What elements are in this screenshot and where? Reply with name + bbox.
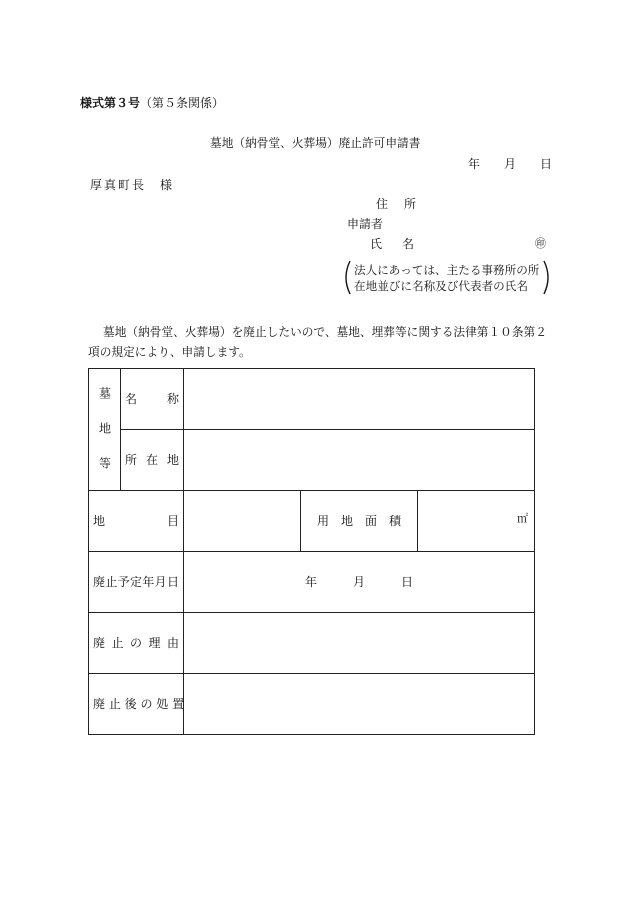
location-label-cell (120, 429, 184, 491)
addressee: 厚真町長 様 (90, 178, 175, 192)
form-header (80, 97, 224, 109)
location-label: 所 在 地 (125, 453, 179, 467)
location-value-cell (183, 429, 535, 491)
disposal-value-cell (183, 673, 535, 735)
corporate-note-line-2: 在地並びに名称及び代表者の氏名 (354, 279, 528, 293)
planned-date-label: 廃止予定年月日 (93, 575, 179, 589)
applicant-address-label: 住 所 (376, 197, 419, 211)
reason-value-cell (183, 612, 535, 674)
note-left-bracket (346, 261, 350, 294)
planned-date-label-cell (88, 551, 184, 613)
planned-date-value: 年 月 日 (304, 575, 413, 589)
seal-mark: ㊞ (535, 237, 546, 250)
body-text-line-1: 墓地（納骨堂、火葬場）を廃止したいので、墓地、埋葬等に関する法律第１０条第２ (103, 325, 547, 339)
land-category-value-cell (183, 490, 301, 552)
land-category-label: 地 目 (93, 514, 179, 528)
corporate-note-line-1: 法人にあっては、主たる事務所の所 (354, 263, 540, 277)
cemetery-group-label: 墓地等 (97, 387, 112, 492)
applicant-label: 申請者 (347, 217, 384, 231)
application-date: 年 月 日 (468, 157, 553, 171)
reason-label: 廃 止 の 理 由 (93, 636, 179, 650)
name-label: 名 称 (125, 392, 179, 406)
note-right-bracket (544, 261, 548, 294)
form-relation: （第５条関係） (140, 96, 225, 110)
cemetery-group-label-cell (88, 368, 121, 491)
name-label-cell (120, 368, 184, 430)
land-area-label-cell (300, 490, 418, 552)
application-table (88, 368, 535, 735)
land-area-value-cell (417, 490, 535, 552)
planned-date-value-cell (183, 551, 535, 613)
form-number: 様式第３号 (80, 96, 141, 110)
name-value-cell (183, 368, 535, 430)
land-area-unit: ㎡ (517, 512, 528, 525)
applicant-name-label: 氏 名 (370, 237, 419, 251)
document-title: 墓地（納骨堂、火葬場）廃止許可申請書 (210, 136, 421, 150)
land-area-label: 用 地 面 積 (317, 514, 401, 528)
land-category-label-cell (88, 490, 184, 552)
body-text-line-2: 項の規定により、申請します。 (88, 345, 251, 359)
disposal-label: 廃 止 後 の 処 置 (93, 697, 185, 711)
disposal-label-cell (88, 673, 184, 735)
reason-label-cell (88, 612, 184, 674)
